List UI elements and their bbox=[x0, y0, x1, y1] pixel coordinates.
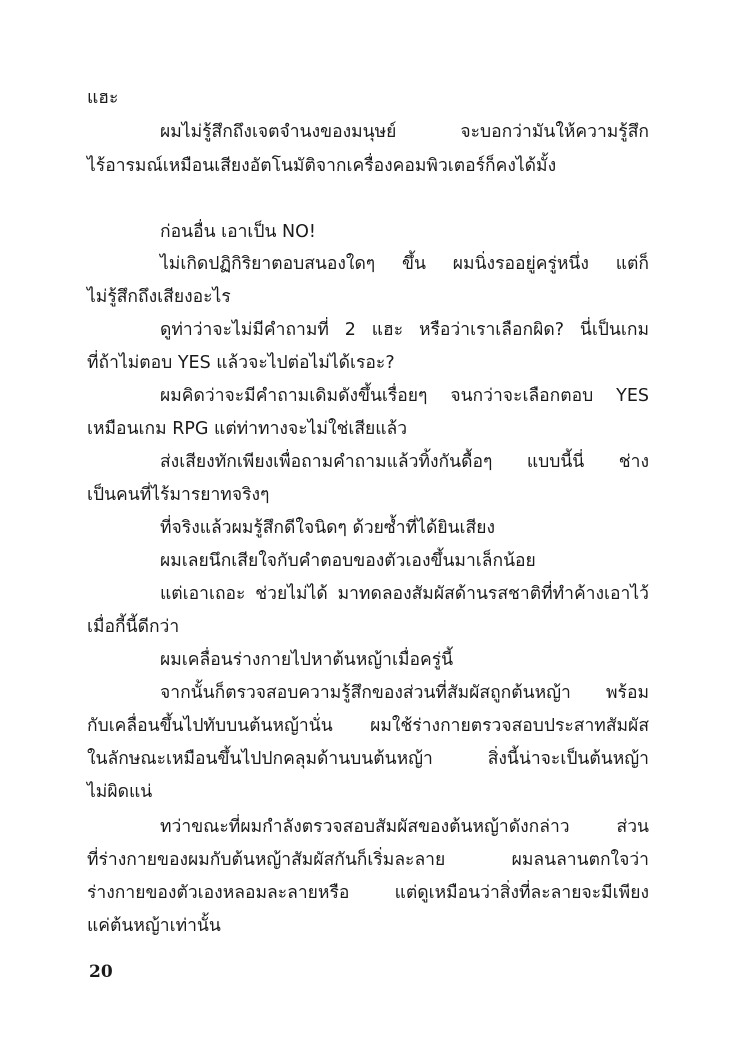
page-number: 20 bbox=[89, 962, 113, 982]
paragraph-start-line: แต่เอาเถอะ ช่วยไม่ได้ มาทดลองสัมผัสด้านรสชาติที่ทำค้างเอาไว้ bbox=[160, 584, 649, 604]
text-line: เป็นคนที่ไร้มารยาทจริงๆ bbox=[87, 485, 270, 505]
paragraph-start-line: ผมคิดว่าจะมีคำถามเดิมดังขึ้นเรื่อยๆ จนกว่าจะเลือกตอบ YES bbox=[160, 386, 649, 406]
text-line: ไม่รู้สึกถึงเสียงอะไร bbox=[87, 287, 231, 307]
text-line: แฮะ bbox=[87, 88, 119, 108]
text-line: ร่างกายของตัวเองหลอมละลายหรือ แต่ดูเหมือนว่าสิ่งที่ละลายจะมีเพียง bbox=[87, 883, 649, 903]
paragraph-start-line: จากนั้นก็ตรวจสอบความรู้สึกของส่วนที่สัมผัสถูกต้นหญ้า พร้อม bbox=[160, 683, 649, 703]
text-line: ไร้อารมณ์เหมือนเสียงอัตโนมัติจากเครื่องคอมพิวเตอร์ก็คงได้มั้ง bbox=[87, 156, 557, 176]
paragraph-start-line: ไม่เกิดปฏิกิริยาตอบสนองใดๆ ขึ้น ผมนิ่งรออยู่ครู่หนึ่ง แต่ก็ bbox=[160, 254, 649, 274]
paragraph-start-line: ผมไม่รู้สึกถึงเจตจำนงของมนุษย์ จะบอกว่ามันให้ความรู้สึก bbox=[160, 122, 649, 142]
text-line: แค่ต้นหญ้าเท่านั้น bbox=[87, 916, 221, 936]
paragraph-start-line: ดูท่าว่าจะไม่มีคำถามที่ 2 แฮะ หรือว่าเราเลือกผิด? นี่เป็นเกม bbox=[160, 320, 649, 340]
text-line: เหมือนเกม RPG แต่ท่าทางจะไม่ใช่เสียแล้ว bbox=[87, 419, 408, 439]
paragraph-start-line: ผมเลยนึกเสียใจกับคำตอบของตัวเองขึ้นมาเล็กน้อย bbox=[160, 551, 536, 571]
text-line: ที่ร่างกายของผมกับต้นหญ้าสัมผัสกันก็เริ่มละลาย ผมลนลานตกใจว่า bbox=[87, 850, 649, 870]
text-line: ในลักษณะเหมือนขึ้นไปปกคลุมด้านบนต้นหญ้า สิ่งนี้น่าจะเป็นต้นหญ้า bbox=[87, 749, 649, 769]
paragraph-start-line: ที่จริงแล้วผมรู้สึกดีใจนิดๆ ด้วยซ้ำที่ได้ยินเสียง bbox=[160, 518, 496, 538]
text-line: เมื่อกี้นี้ดีกว่า bbox=[87, 617, 180, 637]
paragraph-start-line: ก่อนอื่น เอาเป็น NO! bbox=[160, 222, 316, 242]
paragraph-start-line: ส่งเสียงทักเพียงเพื่อถามคำถามแล้วทิ้งกันดื้อๆ แบบนี้นี่ ช่าง bbox=[160, 452, 649, 472]
text-line: ที่ถ้าไม่ตอบ YES แล้วจะไปต่อไม่ได้เรอะ? bbox=[87, 353, 395, 373]
text-line: กับเคลื่อนขึ้นไปทับบนต้นหญ้านั่น ผมใช้ร่างกายตรวจสอบประสาทสัมผัส bbox=[87, 716, 649, 736]
paragraph-start-line: ทว่าขณะที่ผมกำลังตรวจสอบสัมผัสของต้นหญ้าดังกล่าว ส่วน bbox=[160, 817, 649, 837]
paragraph-start-line: ผมเคลื่อนร่างกายไปหาต้นหญ้าเมื่อครู่นี้ bbox=[160, 650, 454, 670]
text-line: ไม่ผิดแน่ bbox=[87, 782, 153, 802]
